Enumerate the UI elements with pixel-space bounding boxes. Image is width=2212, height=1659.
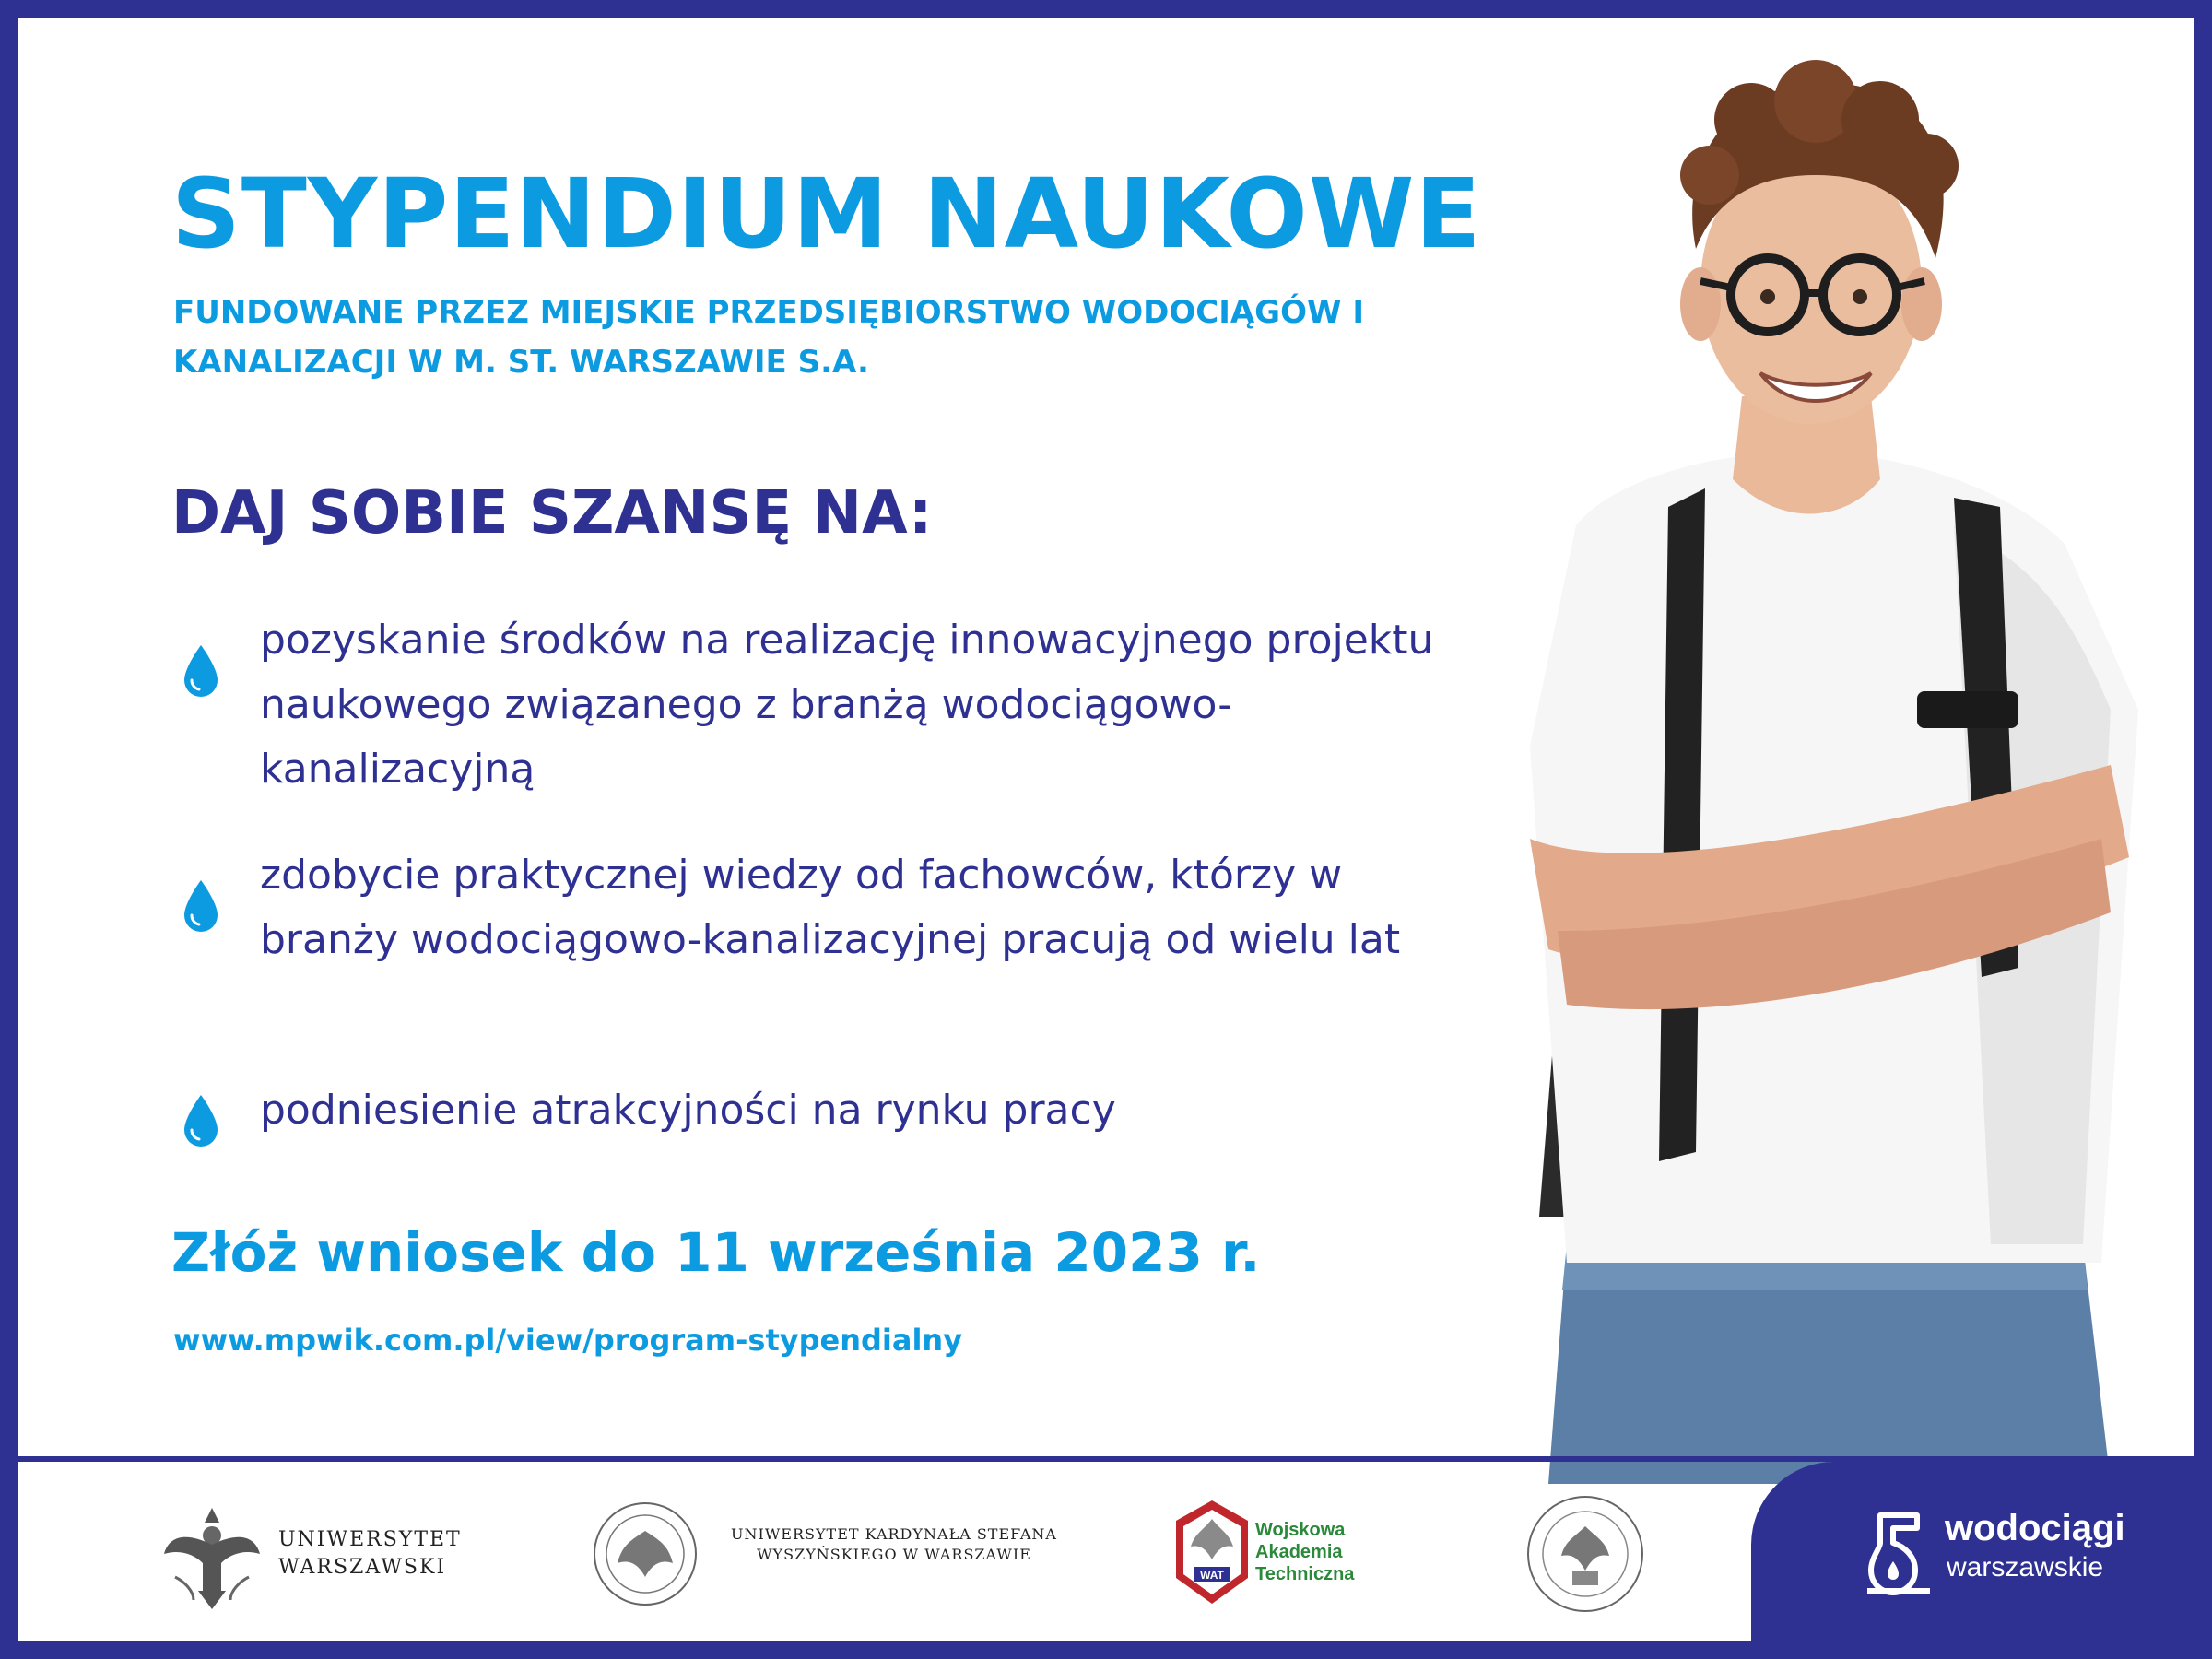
- uksw-name: UNIWERSYTET KARDYNAŁA STEFANA WYSZYŃSKIEGO W WARSZAWIE: [731, 1525, 1057, 1563]
- benefit-text: podniesienie atrakcyjności na rynku pracy: [260, 1087, 1116, 1134]
- benefit-text: zdobycie praktycznej wiedzy od fachowców, którzy w branży wodociągowo-kanalizacyjnej pracują od wielu lat: [260, 852, 1401, 963]
- poster-title: STYPENDIUM NAUKOWE: [171, 158, 1482, 270]
- logo-wat: [1171, 1489, 1410, 1618]
- brand-logo-icon: [1862, 1506, 1936, 1598]
- logo-uw: [157, 1489, 470, 1618]
- poster: [18, 18, 2194, 1641]
- section-heading: DAJ SOBIE SZANSĘ NA:: [171, 479, 933, 547]
- brand-name: wodociągi: [1945, 1508, 2125, 1548]
- benefit-text: pozyskanie środków na realizację innowacyjnego projektu naukowego związanego z branżą wodociągowo-kanalizacyjną: [260, 617, 1434, 793]
- water-drop-icon: [181, 643, 221, 699]
- water-drop-icon: [181, 878, 221, 934]
- partner-logos: [18, 1462, 2194, 1641]
- uksw-seal-icon: [590, 1489, 700, 1618]
- wat-shield-icon: [1171, 1489, 1253, 1618]
- wat-badge-text: WAT: [1200, 1569, 1224, 1582]
- uw-name: UNIWERSYTET WARSZAWSKI: [278, 1528, 462, 1579]
- student-photo: [1475, 46, 2138, 1484]
- logo-pw: [1521, 1489, 1659, 1618]
- poster-subtitle: FUNDOWANE PRZEZ MIEJSKIE PRZEDSIĘBIORSTWO WODOCIĄGÓW I KANALIZACJI W M. ST. WARSZAWIE S.A.: [173, 294, 1364, 381]
- eagle-icon: [157, 1489, 267, 1618]
- deadline-text: Złóż wniosek do 11 września 2023 r.: [171, 1221, 1261, 1284]
- program-link[interactable]: www.mpwik.com.pl/view/program-stypendialny: [173, 1323, 963, 1358]
- brand-subtitle: warszawskie: [1947, 1552, 2104, 1583]
- pw-seal-icon: [1521, 1489, 1650, 1618]
- water-drop-icon: [181, 1093, 221, 1148]
- wat-name: Wojskowa Akademia Techniczna: [1255, 1520, 1355, 1584]
- mpwik-brand: [1751, 1462, 2194, 1641]
- logo-uksw: [590, 1489, 1069, 1618]
